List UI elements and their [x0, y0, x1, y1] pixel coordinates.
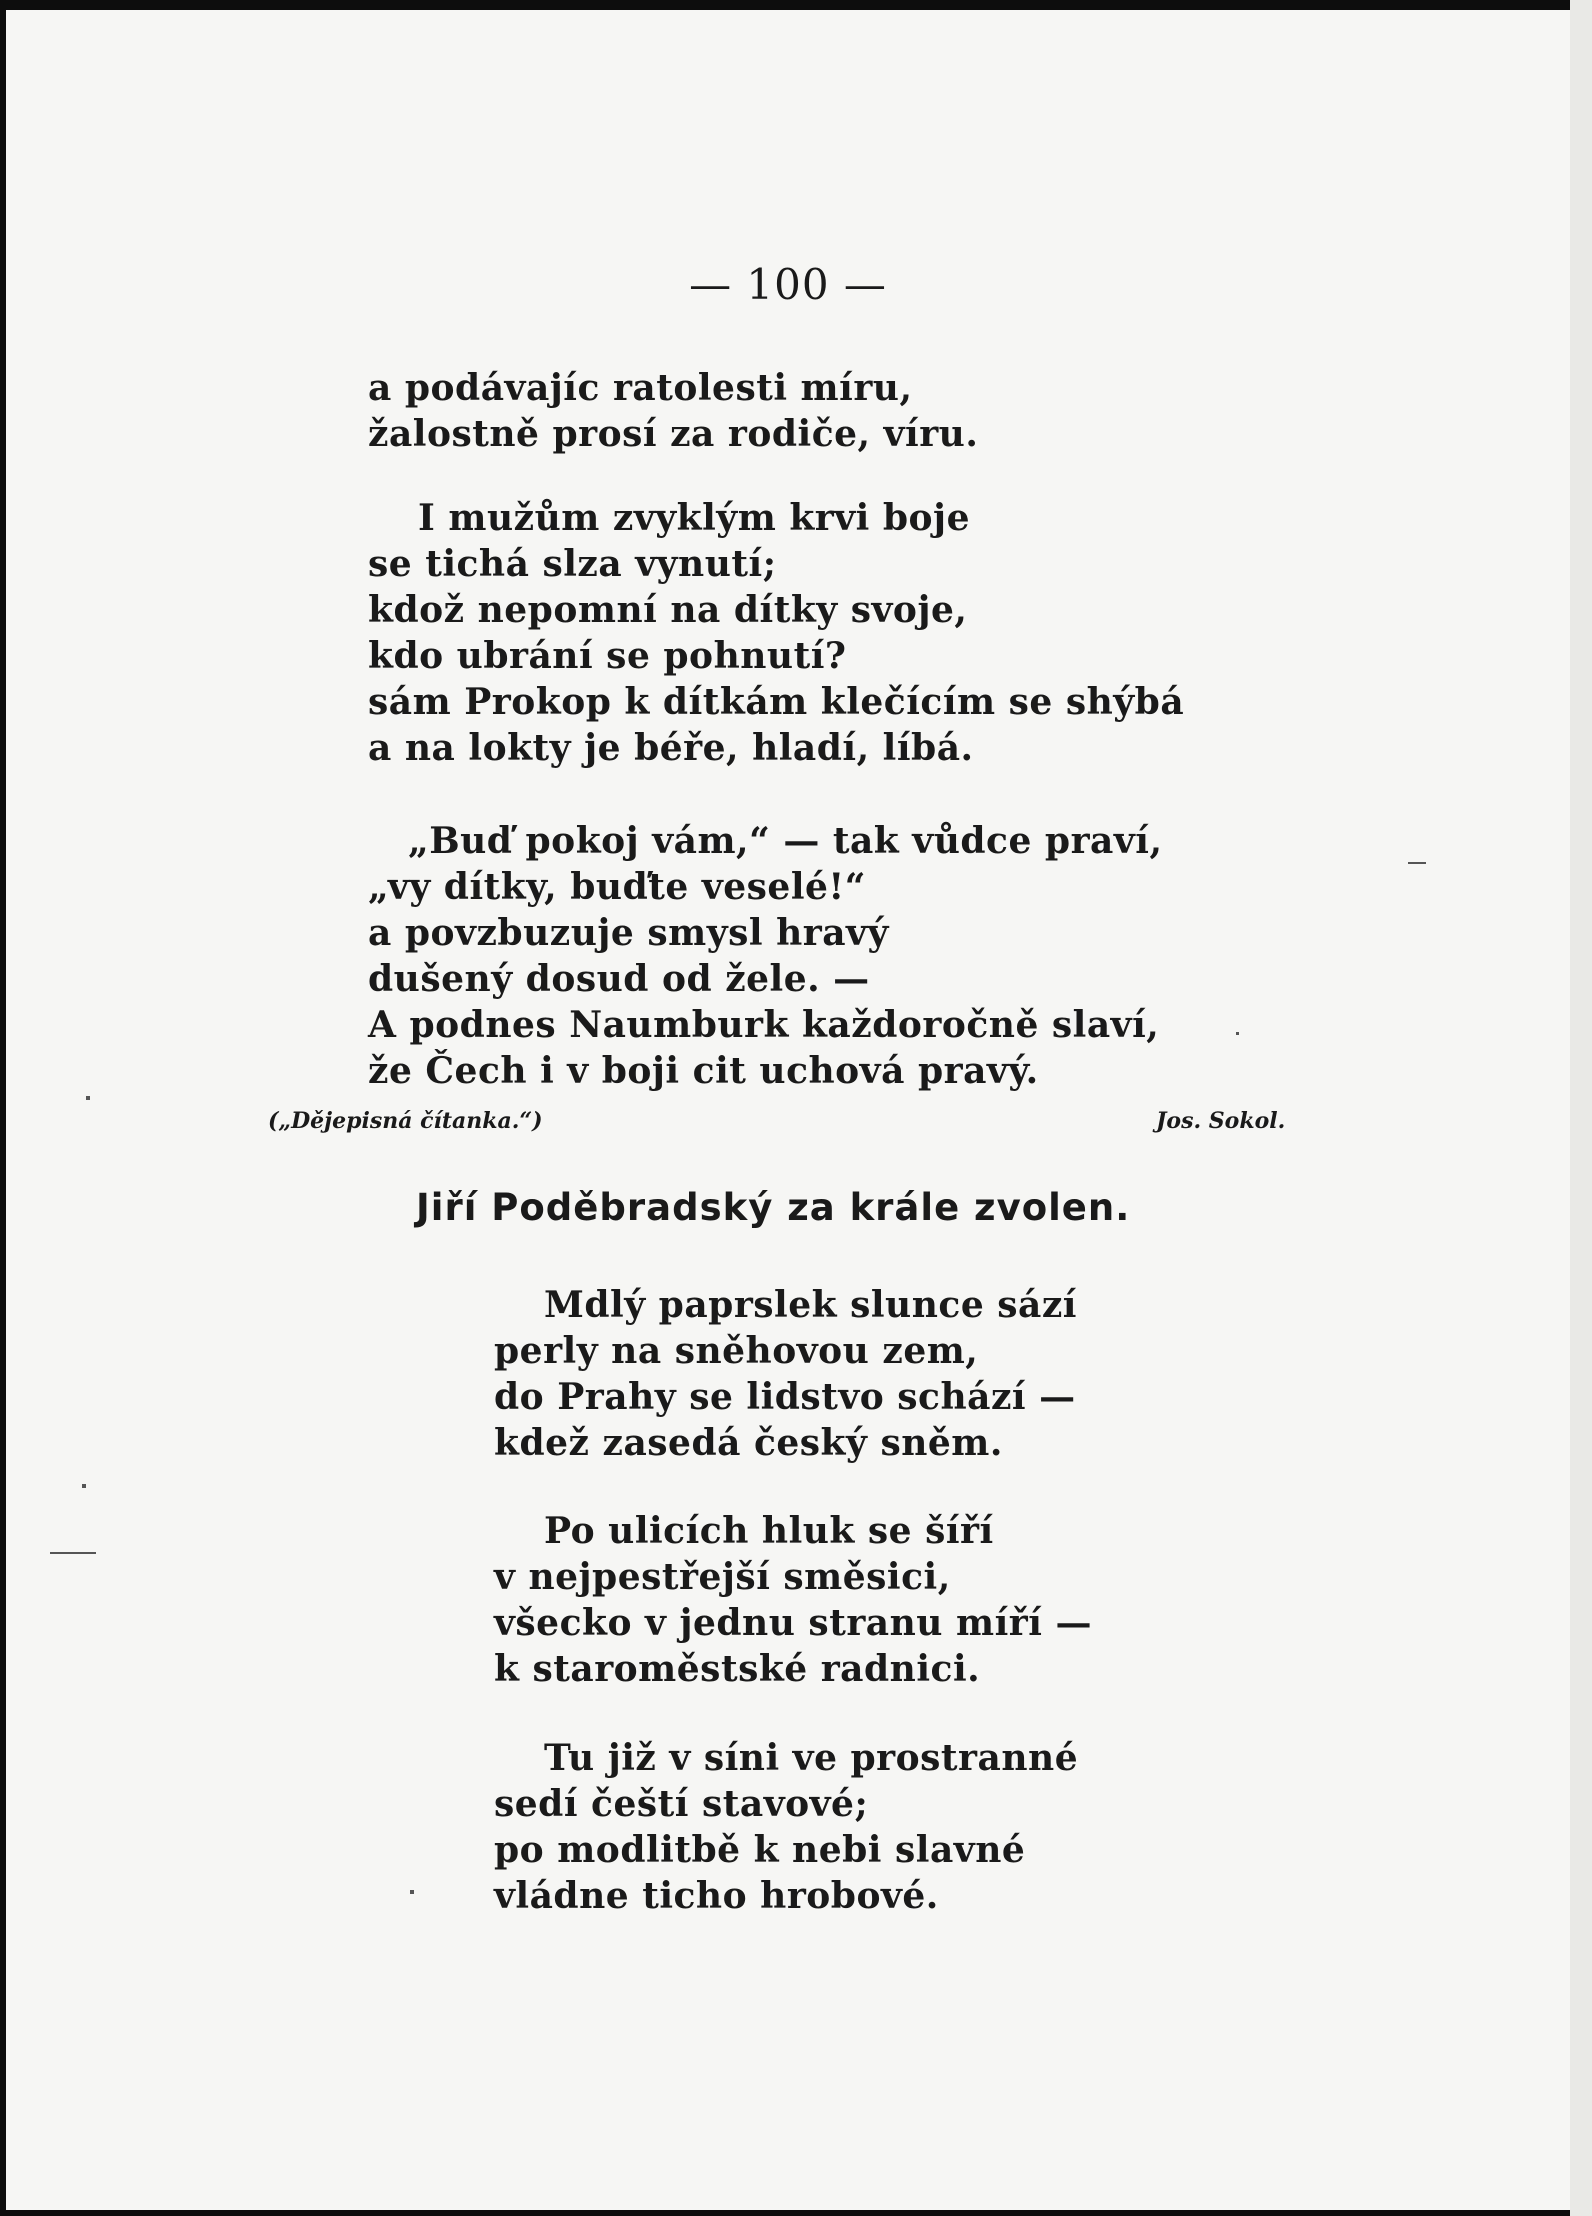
- verse-line: po modlitbě k nebi slavné: [494, 1829, 1026, 1871]
- author-signature: Jos. Sokol.: [1156, 1108, 1286, 1134]
- verse-line: a povzbuzuje smysl hravý: [368, 912, 889, 954]
- verse-line: k staroměstské radnici.: [494, 1648, 981, 1690]
- page-number: — 100 —: [689, 260, 887, 309]
- verse-line: „Buď pokoj vám,“ — tak vůdce praví,: [408, 820, 1163, 862]
- scan-mark: [1408, 862, 1426, 864]
- scan-dot: [86, 1096, 90, 1100]
- verse-line: kdež zasedá český sněm.: [494, 1422, 1003, 1464]
- verse-line: I mužům zvyklým krvi boje: [418, 497, 970, 539]
- scan-dot: [410, 1890, 414, 1894]
- verse-line: se tichá slza vynutí;: [368, 543, 777, 585]
- verse-line: „vy dítky, buďte veselé!“: [368, 866, 866, 908]
- verse-line: sám Prokop k dítkám klečícím se shýbá: [368, 681, 1185, 723]
- scan-mark: [50, 1552, 96, 1554]
- verse-line: Mdlý paprslek slunce sází: [544, 1284, 1077, 1326]
- verse-line: kdož nepomní na dítky svoje,: [368, 589, 968, 631]
- scan-border: [1570, 0, 1592, 2216]
- verse-line: kdo ubrání se pohnutí?: [368, 635, 847, 677]
- book-page: [6, 10, 1570, 2210]
- verse-line: že Čech i v boji cit uchová pravý.: [368, 1050, 1039, 1092]
- verse-line: vládne ticho hrobové.: [494, 1875, 939, 1917]
- verse-line: A podnes Naumburk každoročně slaví,: [368, 1004, 1160, 1046]
- verse-line: Po ulicích hluk se šíří: [544, 1510, 994, 1552]
- source-citation: („Dějepisná čítanka.“): [268, 1108, 543, 1134]
- verse-line: sedí čeští stavové;: [494, 1783, 869, 1825]
- poem-title: Jiří Poděbradský za krále zvolen.: [416, 1186, 1131, 1229]
- scan-dot: [82, 1484, 86, 1488]
- verse-line: v nejpestřejší směsici,: [494, 1556, 951, 1598]
- verse-line: všecko v jednu stranu míří —: [494, 1602, 1092, 1644]
- verse-line: do Prahy se lidstvo schází —: [494, 1376, 1076, 1418]
- verse-line: Tu již v síni ve prostranné: [544, 1737, 1079, 1779]
- verse-line: a na lokty je béře, hladí, líbá.: [368, 727, 974, 769]
- verse-line: dušený dosud od žele. —: [368, 958, 870, 1000]
- verse-line: žalostně prosí za rodiče, víru.: [368, 413, 979, 455]
- verse-line: perly na sněhovou zem,: [494, 1330, 979, 1372]
- verse-line: a podávajíc ratolesti míru,: [368, 367, 913, 409]
- scan-dot: [1236, 1032, 1239, 1035]
